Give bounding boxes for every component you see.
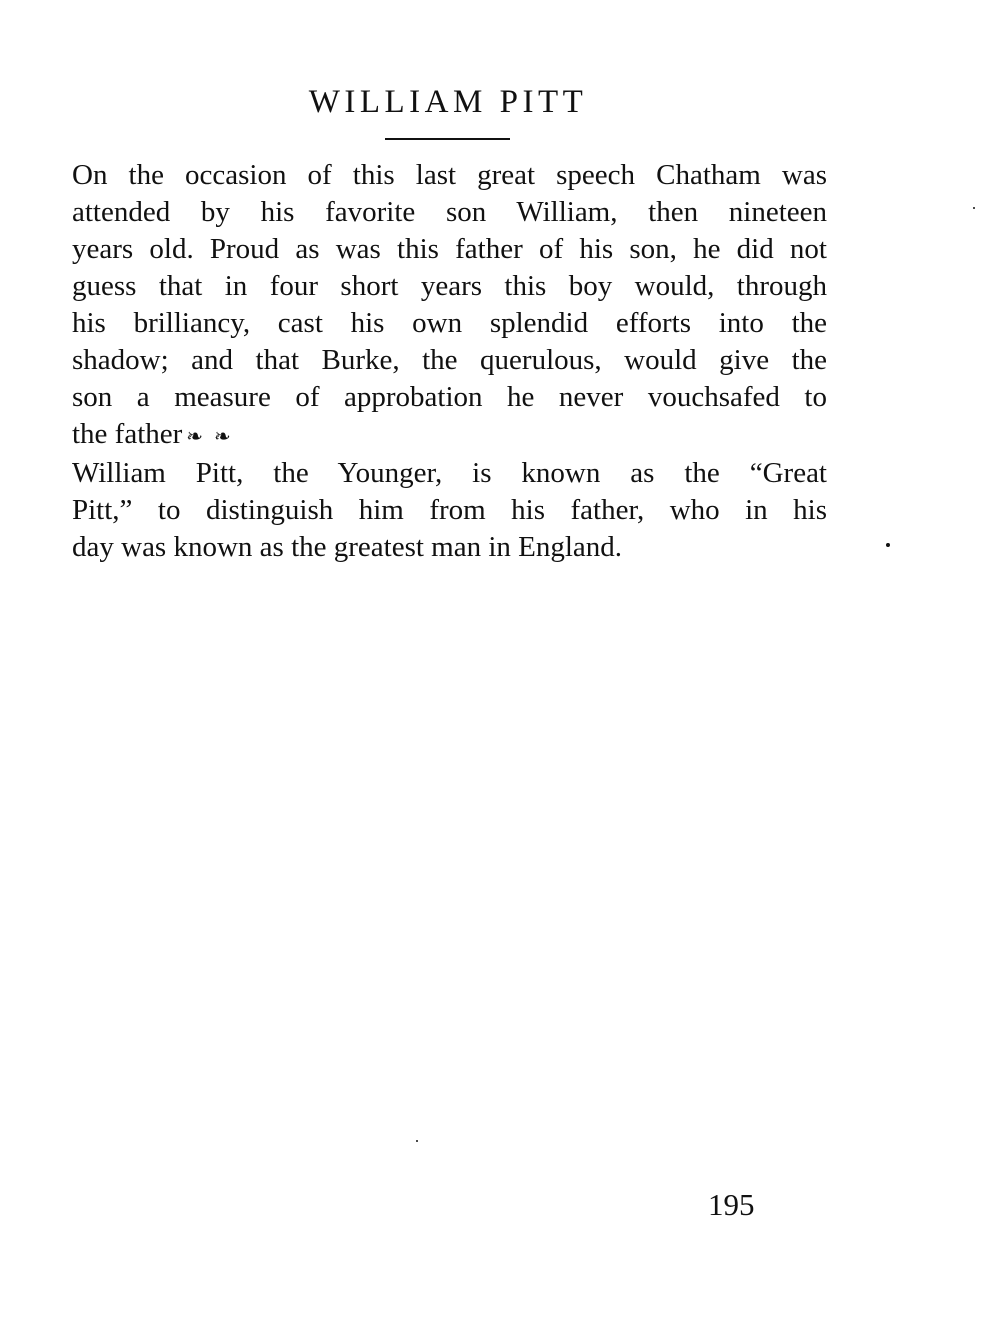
text-line: shadow; and that Burke, the querulous, would give the: [72, 344, 827, 376]
scan-speck: [886, 543, 890, 547]
text-line: his brilliancy, cast his own splendid efforts into the: [72, 307, 827, 339]
scan-speck: [416, 1140, 418, 1142]
text-line: attended by his favorite son William, then nineteen: [72, 196, 827, 228]
running-title: WILLIAM PITT: [308, 84, 588, 120]
scan-speck: [973, 207, 975, 209]
page-number: 195: [708, 1187, 755, 1222]
paragraph-1: [72, 157, 827, 455]
text-line: On the occasion of this last great speech Chatham was: [72, 159, 827, 191]
text-line-final: [72, 416, 827, 455]
paragraph-2: [72, 455, 827, 566]
text-line: the father: [72, 418, 183, 450]
title-rule: [385, 138, 510, 140]
text-line: Pitt,” to distinguish him from his father, who in his: [72, 494, 827, 526]
text-line: years old. Proud as was this father of his son, he did not: [72, 233, 827, 265]
text-line: day was known as the greatest man in England.: [72, 531, 623, 563]
body-text: [72, 157, 827, 566]
text-line: guess that in four short years this boy would, through: [72, 270, 827, 302]
fleuron-ornament-icon: ❧ ❧: [186, 424, 233, 448]
text-line: son a measure of approbation he never vouchsafed to: [72, 381, 827, 413]
text-line: William Pitt, the Younger, is known as the “Great: [72, 457, 827, 489]
